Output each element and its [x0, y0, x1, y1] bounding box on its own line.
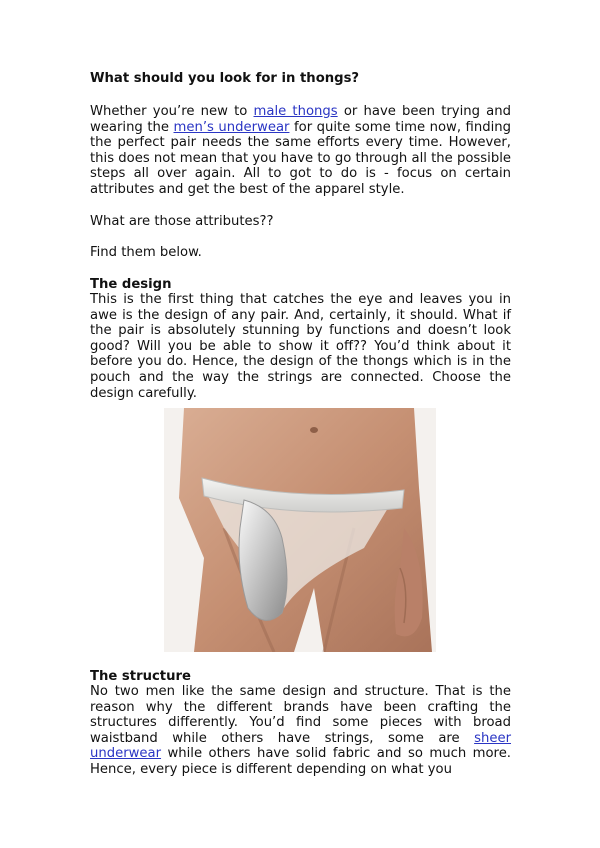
design-paragraph: This is the first thing that catches the eye and leaves you in awe is the design of any pair. And, certainly, it should. What if the pair is absolutely stunning by functions and doesn’t look good? Will you be able to show it off?? You’d think about it before you do. Hence, the design of the thongs which is in the pouch and the way the strings are connected. Choose the design carefully. [90, 292, 511, 401]
intro-text-3: for quite some time now, finding the perfect pair needs the same efforts every time. However, this does not mean that you have to go through all the possible steps all over again. All to got to do is - focus on certain attributes and get the best of the apparel style. [90, 119, 511, 197]
attributes-question: What are those attributes?? [90, 214, 274, 229]
design-heading: The design [90, 277, 172, 292]
intro-paragraph [90, 104, 511, 198]
structure-heading: The structure [90, 669, 191, 684]
page-title: What should you look for in thongs? [90, 71, 360, 86]
intro-text-2: or have been trying and wearing the [90, 104, 511, 135]
structure-text-2: while others have solid fabric and so much more. Hence, every piece is different depending on what you [90, 746, 511, 777]
product-photo [164, 408, 436, 652]
male-thongs-link[interactable]: male thongs [253, 104, 338, 119]
structure-paragraph [90, 684, 511, 778]
find-them-below: Find them below. [90, 245, 202, 260]
intro-text-1: Whether you’re new to [90, 104, 254, 119]
sheer-underwear-link[interactable]: sheer underwear [90, 730, 511, 762]
mens-underwear-link[interactable]: men’s underwear [173, 119, 290, 135]
structure-text-1: No two men like the same design and structure. That is the reason why the different brands have been crafting the structures differently. You’d find some pieces with broad waistband while others have strings, some are [90, 684, 511, 746]
